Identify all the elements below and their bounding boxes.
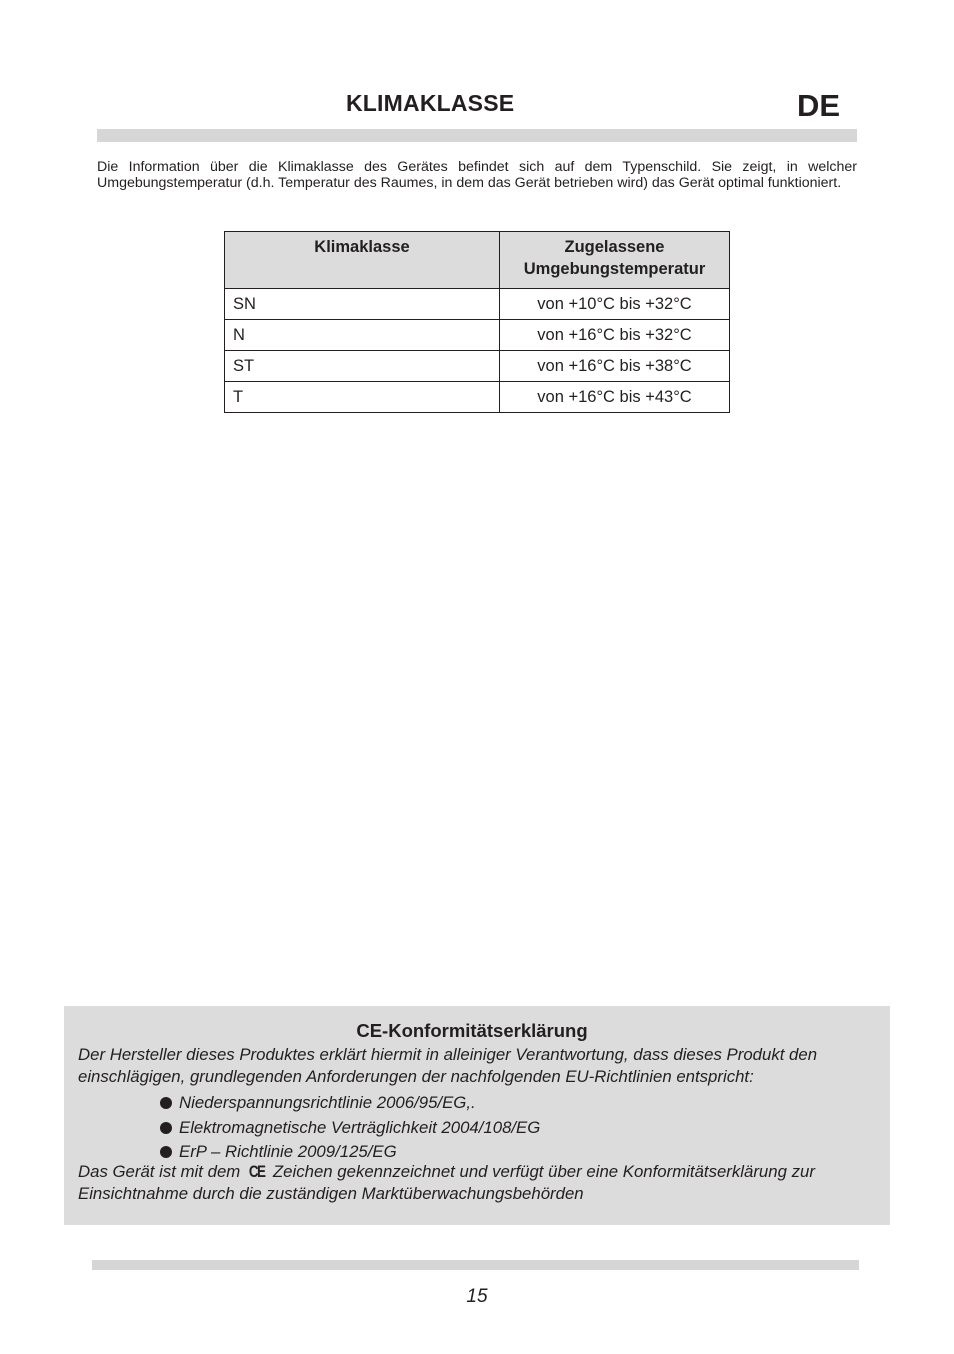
climate-class-cell: N <box>225 320 500 351</box>
ce-declaration-outro <box>78 1161 878 1205</box>
ce-declaration-box <box>64 1006 890 1225</box>
bullet-icon <box>160 1097 172 1109</box>
temperature-cell: von +10°C bis +32°C <box>500 289 730 320</box>
footer-divider <box>92 1260 859 1270</box>
table-row <box>225 289 730 320</box>
directive-text: ErP – Richtlinie 2009/125/EG <box>179 1142 397 1161</box>
directive-text: Elektromagnetische Verträglichkeit 2004/108/EG <box>179 1117 541 1137</box>
table-row <box>225 351 730 382</box>
language-code: DE <box>797 88 841 123</box>
climate-class-cell: ST <box>225 351 500 382</box>
intro-paragraph: Die Information über die Klimaklasse des Gerätes befindet sich auf dem Typenschild. Sie zeigt, in welcher Umgebungstemperatur (d.h. Temperatur des Raumes, in dem das Gerät betrieben wird) das Gerät optimal funktioniert. <box>97 159 857 191</box>
column-header-temperature-line2: Umgebungstemperatur <box>523 260 706 278</box>
list-item <box>160 1116 540 1141</box>
column-header-temperature <box>500 232 730 289</box>
column-header-temperature-line1: Zugelassene <box>564 238 665 256</box>
header-divider <box>97 129 857 142</box>
table-row <box>225 382 730 413</box>
climate-class-cell: T <box>225 382 500 413</box>
page-number: 15 <box>466 1286 488 1307</box>
temperature-cell: von +16°C bis +43°C <box>500 382 730 413</box>
list-item <box>160 1091 540 1116</box>
table-row <box>225 320 730 351</box>
climate-class-cell: SN <box>225 289 500 320</box>
directive-text: Niederspannungsrichtlinie 2006/95/EG,. <box>179 1093 476 1112</box>
column-header-class: Klimaklasse <box>225 232 500 289</box>
temperature-cell: von +16°C bis +38°C <box>500 351 730 382</box>
temperature-cell: von +16°C bis +32°C <box>500 320 730 351</box>
directive-list <box>160 1091 540 1165</box>
ce-declaration-title: CE-Konformitätserklärung <box>356 1020 588 1041</box>
table-header-row <box>225 232 730 289</box>
page-title: KLIMAKLASSE <box>346 90 515 116</box>
ce-mark-icon: CE <box>248 1162 265 1181</box>
bullet-icon <box>160 1146 172 1158</box>
bullet-icon <box>160 1122 172 1134</box>
ce-declaration-intro: Der Hersteller dieses Produktes erklärt hiermit in alleiniger Verantwortung, dass dieses Produkt den einschlägigen, grundlegenden Anforderungen der nachfolgenden EU-Richtlinien entspricht: <box>78 1045 818 1086</box>
ce-outro-after: Zeichen gekennzeichnet und verfügt über eine Konformitätserklärung zur Einsichtnahme durch die zuständigen Marktüberwachungsbehörden <box>78 1162 815 1203</box>
climate-class-table <box>224 231 730 413</box>
ce-outro-before: Das Gerät ist mit dem <box>78 1162 241 1181</box>
